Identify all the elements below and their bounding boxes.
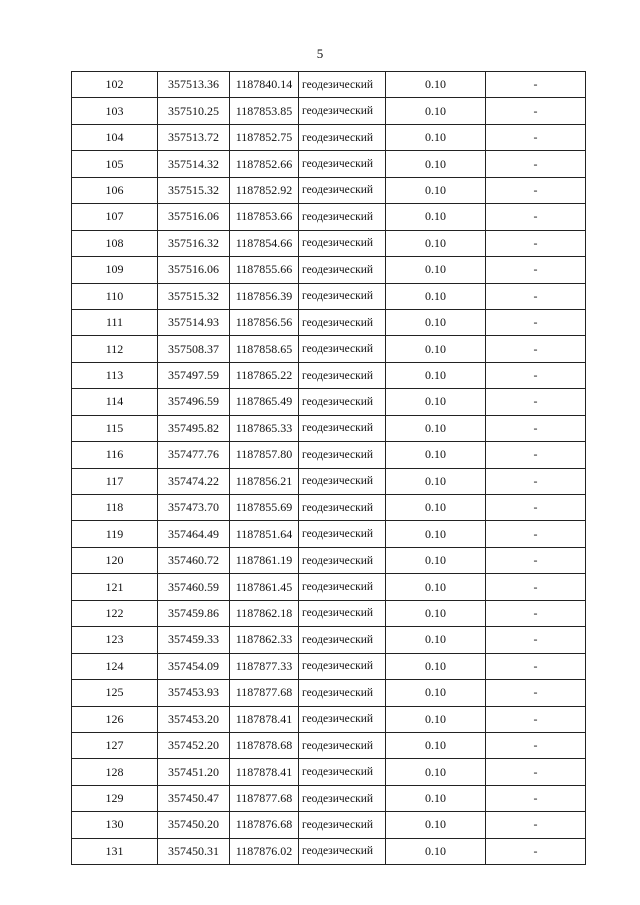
method-cell: геодезический (299, 442, 386, 468)
y-coordinate-cell: 1187865.49 (230, 389, 299, 415)
table-row (72, 785, 586, 811)
table-row (72, 72, 586, 98)
table-row (72, 151, 586, 177)
method-cell: геодезический (299, 812, 386, 838)
y-coordinate-cell: 1187852.92 (230, 177, 299, 203)
x-coordinate-cell: 357508.37 (158, 336, 230, 362)
point-number-cell: 120 (72, 547, 158, 573)
point-number-cell: 127 (72, 732, 158, 758)
method-cell: геодезический (299, 706, 386, 732)
accuracy-cell: 0.10 (386, 600, 486, 626)
accuracy-cell: 0.10 (386, 653, 486, 679)
point-number-cell: 126 (72, 706, 158, 732)
table-row (72, 521, 586, 547)
table-row (72, 468, 586, 494)
y-coordinate-cell: 1187857.80 (230, 442, 299, 468)
point-number-cell: 110 (72, 283, 158, 309)
method-cell: геодезический (299, 732, 386, 758)
point-number-cell: 106 (72, 177, 158, 203)
method-cell: геодезический (299, 838, 386, 864)
x-coordinate-cell: 357496.59 (158, 389, 230, 415)
method-cell: геодезический (299, 72, 386, 98)
note-cell: - (486, 283, 586, 309)
table-row (72, 415, 586, 441)
note-cell: - (486, 124, 586, 150)
table-row (72, 600, 586, 626)
point-number-cell: 123 (72, 627, 158, 653)
table-row (72, 706, 586, 732)
x-coordinate-cell: 357459.86 (158, 600, 230, 626)
table-row (72, 653, 586, 679)
accuracy-cell: 0.10 (386, 785, 486, 811)
point-number-cell: 131 (72, 838, 158, 864)
note-cell: - (486, 336, 586, 362)
x-coordinate-cell: 357477.76 (158, 442, 230, 468)
x-coordinate-cell: 357497.59 (158, 362, 230, 388)
accuracy-cell: 0.10 (386, 574, 486, 600)
note-cell: - (486, 812, 586, 838)
x-coordinate-cell: 357516.32 (158, 230, 230, 256)
method-cell: геодезический (299, 680, 386, 706)
point-number-cell: 104 (72, 124, 158, 150)
method-cell: геодезический (299, 653, 386, 679)
table-row (72, 389, 586, 415)
method-cell: геодезический (299, 600, 386, 626)
accuracy-cell: 0.10 (386, 124, 486, 150)
point-number-cell: 108 (72, 230, 158, 256)
point-number-cell: 130 (72, 812, 158, 838)
point-number-cell: 119 (72, 521, 158, 547)
point-number-cell: 124 (72, 653, 158, 679)
note-cell: - (486, 680, 586, 706)
accuracy-cell: 0.10 (386, 362, 486, 388)
note-cell: - (486, 72, 586, 98)
x-coordinate-cell: 357474.22 (158, 468, 230, 494)
x-coordinate-cell: 357516.06 (158, 257, 230, 283)
accuracy-cell: 0.10 (386, 98, 486, 124)
note-cell: - (486, 151, 586, 177)
y-coordinate-cell: 1187853.66 (230, 204, 299, 230)
x-coordinate-cell: 357450.20 (158, 812, 230, 838)
method-cell: геодезический (299, 362, 386, 388)
point-number-cell: 121 (72, 574, 158, 600)
note-cell: - (486, 759, 586, 785)
method-cell: геодезический (299, 98, 386, 124)
y-coordinate-cell: 1187852.66 (230, 151, 299, 177)
x-coordinate-cell: 357453.93 (158, 680, 230, 706)
method-cell: геодезический (299, 521, 386, 547)
note-cell: - (486, 706, 586, 732)
accuracy-cell: 0.10 (386, 151, 486, 177)
accuracy-cell: 0.10 (386, 336, 486, 362)
x-coordinate-cell: 357460.72 (158, 547, 230, 573)
method-cell: геодезический (299, 415, 386, 441)
point-number-cell: 111 (72, 309, 158, 335)
x-coordinate-cell: 357515.32 (158, 283, 230, 309)
y-coordinate-cell: 1187840.14 (230, 72, 299, 98)
table-row (72, 204, 586, 230)
note-cell: - (486, 442, 586, 468)
note-cell: - (486, 204, 586, 230)
method-cell: геодезический (299, 627, 386, 653)
note-cell: - (486, 785, 586, 811)
point-number-cell: 114 (72, 389, 158, 415)
x-coordinate-cell: 357513.36 (158, 72, 230, 98)
method-cell: геодезический (299, 495, 386, 521)
y-coordinate-cell: 1187854.66 (230, 230, 299, 256)
y-coordinate-cell: 1187878.41 (230, 759, 299, 785)
point-number-cell: 129 (72, 785, 158, 811)
accuracy-cell: 0.10 (386, 257, 486, 283)
x-coordinate-cell: 357459.33 (158, 627, 230, 653)
note-cell: - (486, 495, 586, 521)
table-row (72, 177, 586, 203)
y-coordinate-cell: 1187878.41 (230, 706, 299, 732)
method-cell: геодезический (299, 574, 386, 600)
coordinates-table-body (72, 72, 586, 865)
point-number-cell: 122 (72, 600, 158, 626)
table-row (72, 680, 586, 706)
accuracy-cell: 0.10 (386, 177, 486, 203)
note-cell: - (486, 627, 586, 653)
table-row (72, 283, 586, 309)
note-cell: - (486, 468, 586, 494)
note-cell: - (486, 362, 586, 388)
point-number-cell: 105 (72, 151, 158, 177)
y-coordinate-cell: 1187862.18 (230, 600, 299, 626)
y-coordinate-cell: 1187865.22 (230, 362, 299, 388)
table-row (72, 838, 586, 864)
x-coordinate-cell: 357460.59 (158, 574, 230, 600)
accuracy-cell: 0.10 (386, 495, 486, 521)
y-coordinate-cell: 1187876.02 (230, 838, 299, 864)
method-cell: геодезический (299, 257, 386, 283)
note-cell: - (486, 732, 586, 758)
x-coordinate-cell: 357514.32 (158, 151, 230, 177)
y-coordinate-cell: 1187856.56 (230, 309, 299, 335)
accuracy-cell: 0.10 (386, 706, 486, 732)
table-row (72, 98, 586, 124)
accuracy-cell: 0.10 (386, 468, 486, 494)
x-coordinate-cell: 357464.49 (158, 521, 230, 547)
method-cell: геодезический (299, 547, 386, 573)
table-row (72, 812, 586, 838)
method-cell: геодезический (299, 785, 386, 811)
method-cell: геодезический (299, 468, 386, 494)
accuracy-cell: 0.10 (386, 204, 486, 230)
table-row (72, 124, 586, 150)
method-cell: геодезический (299, 204, 386, 230)
y-coordinate-cell: 1187858.65 (230, 336, 299, 362)
x-coordinate-cell: 357495.82 (158, 415, 230, 441)
accuracy-cell: 0.10 (386, 759, 486, 785)
point-number-cell: 109 (72, 257, 158, 283)
coordinates-table (71, 71, 586, 865)
y-coordinate-cell: 1187877.33 (230, 653, 299, 679)
y-coordinate-cell: 1187861.45 (230, 574, 299, 600)
y-coordinate-cell: 1187862.33 (230, 627, 299, 653)
y-coordinate-cell: 1187865.33 (230, 415, 299, 441)
table-row (72, 574, 586, 600)
note-cell: - (486, 98, 586, 124)
x-coordinate-cell: 357453.20 (158, 706, 230, 732)
accuracy-cell: 0.10 (386, 230, 486, 256)
accuracy-cell: 0.10 (386, 732, 486, 758)
note-cell: - (486, 521, 586, 547)
x-coordinate-cell: 357450.31 (158, 838, 230, 864)
y-coordinate-cell: 1187878.68 (230, 732, 299, 758)
accuracy-cell: 0.10 (386, 442, 486, 468)
y-coordinate-cell: 1187876.68 (230, 812, 299, 838)
note-cell: - (486, 838, 586, 864)
table-row (72, 547, 586, 573)
note-cell: - (486, 389, 586, 415)
table-row (72, 732, 586, 758)
y-coordinate-cell: 1187853.85 (230, 98, 299, 124)
point-number-cell: 113 (72, 362, 158, 388)
note-cell: - (486, 415, 586, 441)
point-number-cell: 117 (72, 468, 158, 494)
point-number-cell: 125 (72, 680, 158, 706)
point-number-cell: 116 (72, 442, 158, 468)
table-row (72, 362, 586, 388)
note-cell: - (486, 547, 586, 573)
note-cell: - (486, 653, 586, 679)
accuracy-cell: 0.10 (386, 812, 486, 838)
accuracy-cell: 0.10 (386, 627, 486, 653)
note-cell: - (486, 309, 586, 335)
method-cell: геодезический (299, 177, 386, 203)
accuracy-cell: 0.10 (386, 838, 486, 864)
method-cell: геодезический (299, 230, 386, 256)
accuracy-cell: 0.10 (386, 547, 486, 573)
y-coordinate-cell: 1187856.39 (230, 283, 299, 309)
accuracy-cell: 0.10 (386, 521, 486, 547)
table-row (72, 759, 586, 785)
note-cell: - (486, 574, 586, 600)
page-number: 5 (316, 46, 324, 61)
accuracy-cell: 0.10 (386, 415, 486, 441)
method-cell: геодезический (299, 759, 386, 785)
accuracy-cell: 0.10 (386, 72, 486, 98)
x-coordinate-cell: 357513.72 (158, 124, 230, 150)
note-cell: - (486, 230, 586, 256)
method-cell: геодезический (299, 389, 386, 415)
point-number-cell: 107 (72, 204, 158, 230)
note-cell: - (486, 257, 586, 283)
accuracy-cell: 0.10 (386, 389, 486, 415)
table-row (72, 442, 586, 468)
method-cell: геодезический (299, 336, 386, 362)
y-coordinate-cell: 1187855.69 (230, 495, 299, 521)
table-row (72, 230, 586, 256)
y-coordinate-cell: 1187852.75 (230, 124, 299, 150)
x-coordinate-cell: 357454.09 (158, 653, 230, 679)
note-cell: - (486, 177, 586, 203)
point-number-cell: 115 (72, 415, 158, 441)
x-coordinate-cell: 357514.93 (158, 309, 230, 335)
y-coordinate-cell: 1187856.21 (230, 468, 299, 494)
x-coordinate-cell: 357450.47 (158, 785, 230, 811)
y-coordinate-cell: 1187877.68 (230, 785, 299, 811)
method-cell: геодезический (299, 283, 386, 309)
table-row (72, 495, 586, 521)
point-number-cell: 118 (72, 495, 158, 521)
x-coordinate-cell: 357516.06 (158, 204, 230, 230)
y-coordinate-cell: 1187877.68 (230, 680, 299, 706)
x-coordinate-cell: 357451.20 (158, 759, 230, 785)
table-row (72, 309, 586, 335)
point-number-cell: 112 (72, 336, 158, 362)
y-coordinate-cell: 1187851.64 (230, 521, 299, 547)
method-cell: геодезический (299, 151, 386, 177)
accuracy-cell: 0.10 (386, 283, 486, 309)
accuracy-cell: 0.10 (386, 680, 486, 706)
table-row (72, 336, 586, 362)
table-row (72, 257, 586, 283)
point-number-cell: 128 (72, 759, 158, 785)
point-number-cell: 102 (72, 72, 158, 98)
point-number-cell: 103 (72, 98, 158, 124)
accuracy-cell: 0.10 (386, 309, 486, 335)
x-coordinate-cell: 357452.20 (158, 732, 230, 758)
note-cell: - (486, 600, 586, 626)
y-coordinate-cell: 1187861.19 (230, 547, 299, 573)
method-cell: геодезический (299, 309, 386, 335)
x-coordinate-cell: 357510.25 (158, 98, 230, 124)
table-row (72, 627, 586, 653)
x-coordinate-cell: 357515.32 (158, 177, 230, 203)
method-cell: геодезический (299, 124, 386, 150)
y-coordinate-cell: 1187855.66 (230, 257, 299, 283)
x-coordinate-cell: 357473.70 (158, 495, 230, 521)
